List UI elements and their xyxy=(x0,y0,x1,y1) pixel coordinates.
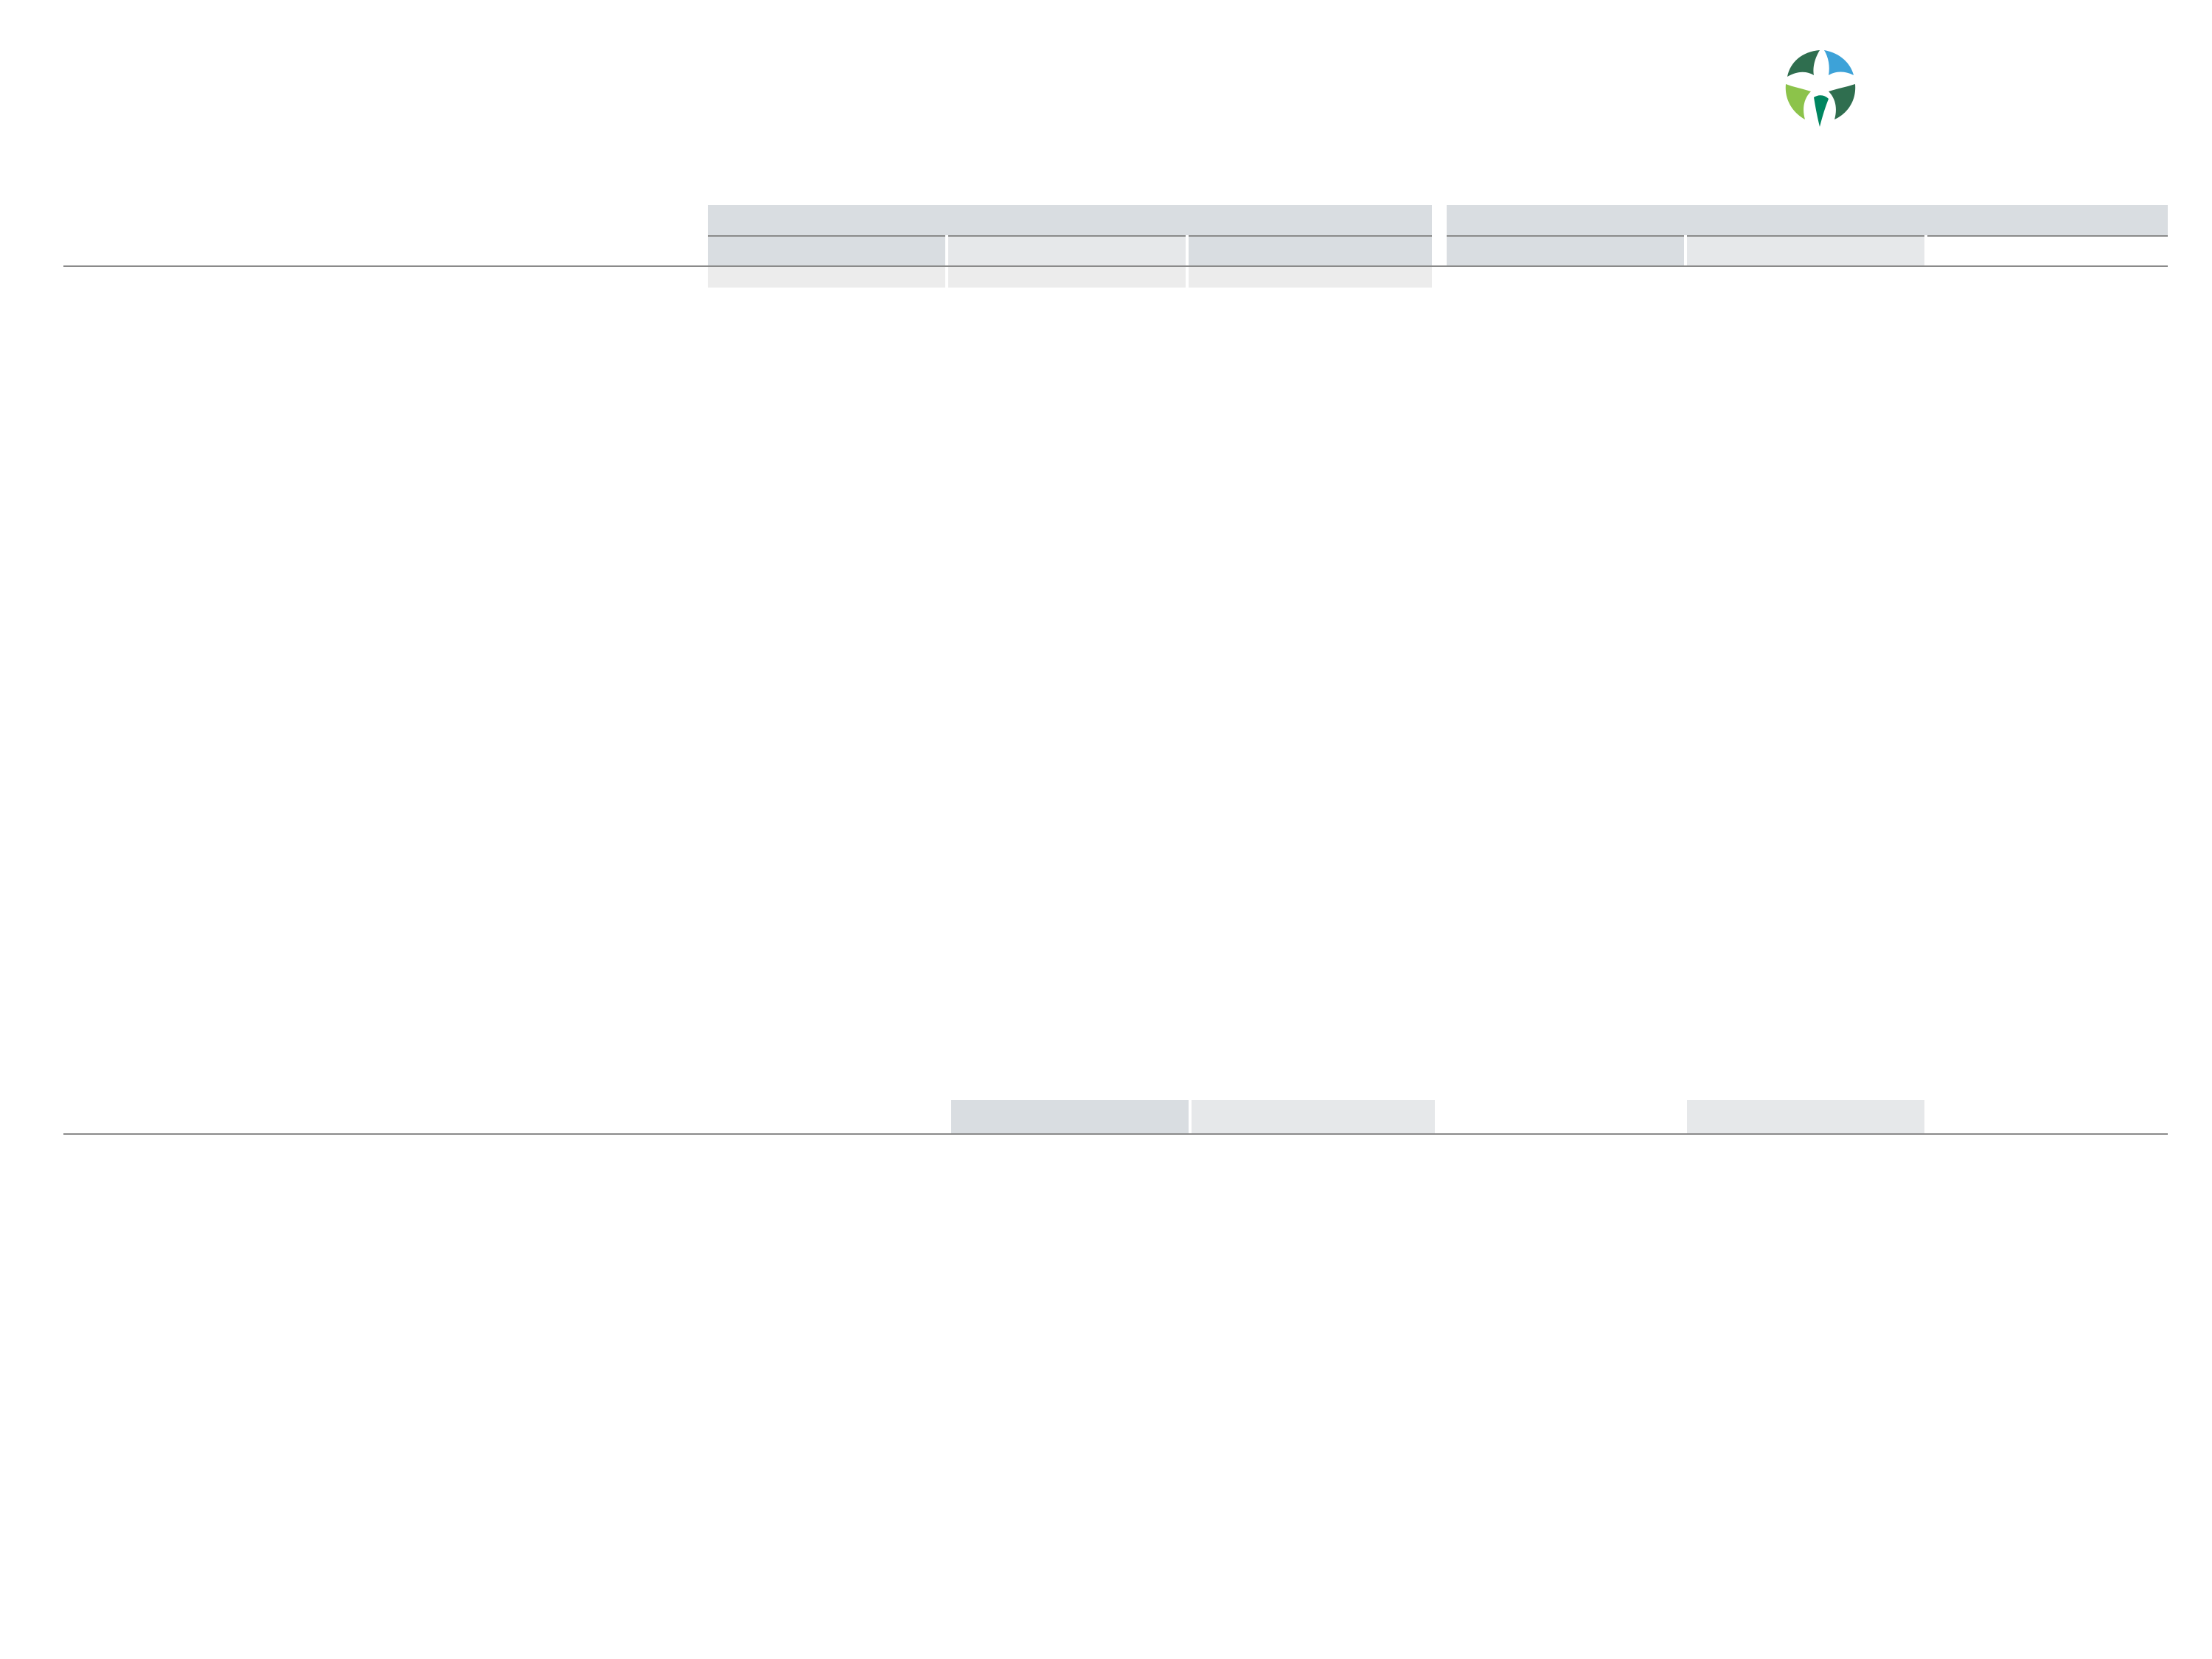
header-column-row xyxy=(63,235,2168,267)
header-group-row xyxy=(63,205,2168,235)
globe-icon xyxy=(1777,46,1864,133)
col-pct-acres xyxy=(1189,235,1432,265)
rf-col-other-americas xyxy=(1192,1100,1435,1133)
rf-col-us xyxy=(951,1100,1189,1133)
rf-col-asia xyxy=(1687,1100,1924,1133)
rf-col-total xyxy=(1927,1100,2168,1133)
book-value-group-header xyxy=(1927,205,2168,235)
col-owned-acres xyxy=(708,235,945,265)
col-share-acres xyxy=(948,235,1186,265)
roll-forward-title xyxy=(69,1100,696,1133)
roll-forward-header xyxy=(63,1100,2168,1135)
col-owned-book xyxy=(1447,235,1684,265)
rf-col-europe xyxy=(1447,1100,1684,1133)
col-pct-book xyxy=(1927,235,2168,265)
prologis-logo xyxy=(1777,46,2175,133)
units-label xyxy=(69,235,696,265)
col-share-book xyxy=(1687,235,1924,265)
acres-group-header xyxy=(1189,205,1432,235)
